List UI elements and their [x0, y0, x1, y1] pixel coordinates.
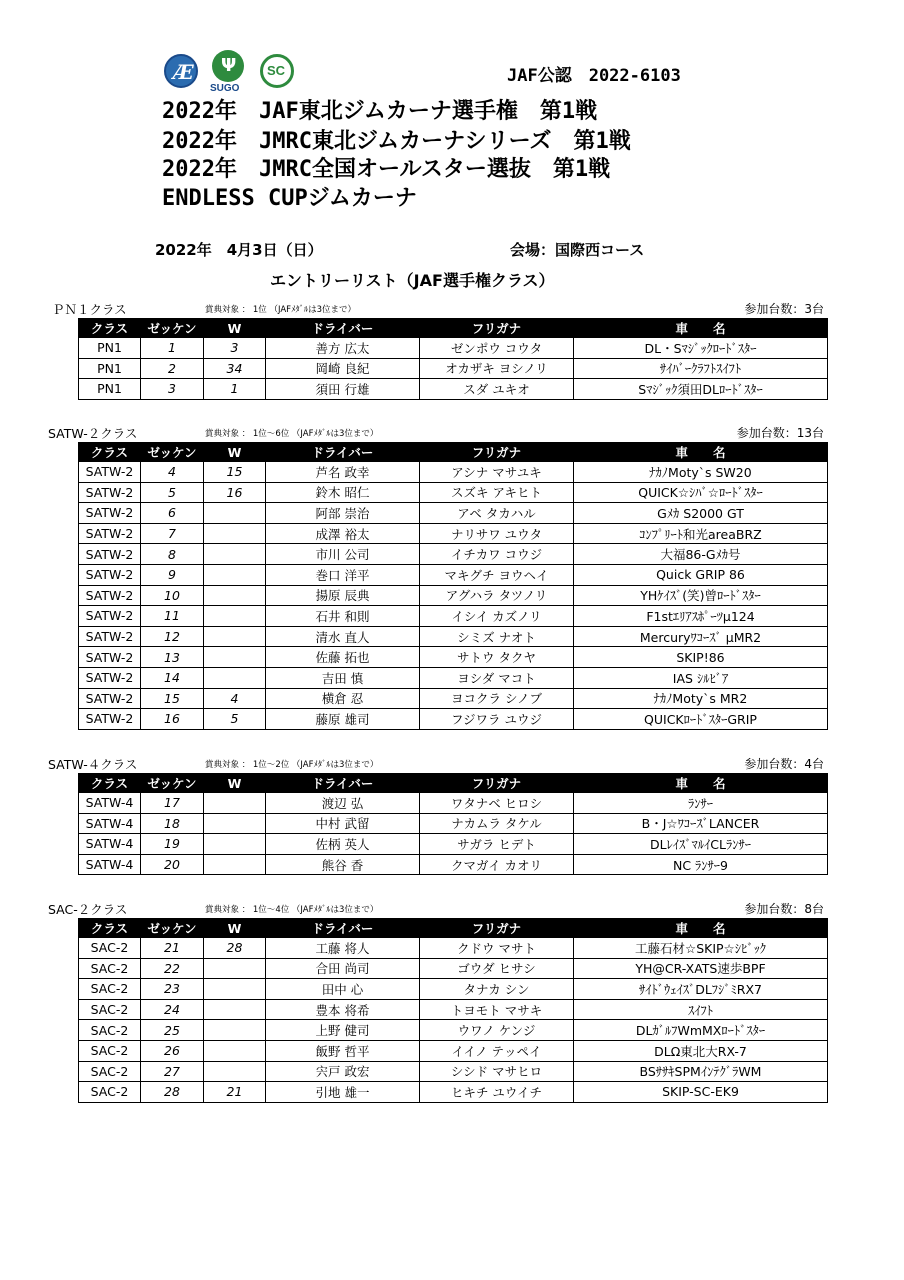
header-driver: ドライバー [266, 319, 420, 338]
cell-furigana: イシイ カズノリ [420, 606, 574, 627]
cell-furigana: アシナ マサユキ [420, 462, 574, 483]
cell-car: Mercuryﾜｺｰｽﾞ μMR2 [574, 626, 828, 647]
cell-class: SATW-2 [79, 482, 141, 503]
cell-furigana: アグハラ タツノリ [420, 585, 574, 606]
header-driver: ドライバー [266, 919, 420, 938]
table-row [79, 358, 828, 379]
cell-w [204, 999, 266, 1020]
table-row [79, 813, 828, 834]
cell-class: SAC-2 [79, 958, 141, 979]
cell-car: YH@CR-XATS速歩BPF [574, 958, 828, 979]
cell-furigana: ゼンポウ コウタ [420, 338, 574, 359]
cell-driver: 須田 行雄 [266, 379, 420, 400]
cell-class: SATW-2 [79, 544, 141, 565]
cell-car: 大福86-Gﾒｶ号 [574, 544, 828, 565]
cell-car: Quick GRIP 86 [574, 564, 828, 585]
cell-car: ﾗﾝｻｰ [574, 793, 828, 814]
cell-class: SATW-2 [79, 626, 141, 647]
cell-furigana: イチカワ コウジ [420, 544, 574, 565]
cell-class: SAC-2 [79, 1020, 141, 1041]
cell-number: 25 [141, 1020, 204, 1041]
cell-number: 3 [141, 379, 204, 400]
cell-car: DLﾚｲｽﾞﾏﾙｲCLﾗﾝｻｰ [574, 834, 828, 855]
table-row [79, 482, 828, 503]
cell-car: BSｻｻｷSPMｲﾝﾃｸﾞﾗWM [574, 1061, 828, 1082]
cell-number: 19 [141, 834, 204, 855]
cell-driver: 揚原 辰典 [266, 585, 420, 606]
header-driver: ドライバー [266, 774, 420, 793]
event-date: 2022年 4月3日（日） [155, 241, 323, 259]
cell-w [204, 1020, 266, 1041]
cell-w [204, 1040, 266, 1061]
cell-w [204, 979, 266, 1000]
cell-number: 21 [141, 938, 204, 959]
header-class: クラス [79, 919, 141, 938]
section-entry-count: 参加台数：3台 [744, 302, 824, 316]
table-row [79, 606, 828, 627]
cell-car: Sﾏｼﾞｯｸ須田DLﾛｰﾄﾞｽﾀｰ [574, 379, 828, 400]
cell-car: YHｹｲｽﾞ(笑)曾ﾛｰﾄﾞｽﾀｰ [574, 585, 828, 606]
cell-driver: 芦名 政幸 [266, 462, 420, 483]
cell-w [204, 523, 266, 544]
section-label: SATW-２クラス [48, 426, 138, 441]
section-label: ＰＮ１クラス [52, 302, 127, 317]
cell-furigana: スズキ アキヒト [420, 482, 574, 503]
cell-number: 2 [141, 358, 204, 379]
cell-driver: 豊本 将希 [266, 999, 420, 1020]
cell-car: NC ﾗﾝｻｰ9 [574, 854, 828, 875]
table-row [79, 793, 828, 814]
sugo-logo: Ψ [212, 50, 244, 82]
cell-class: SATW-2 [79, 647, 141, 668]
cell-number: 23 [141, 979, 204, 1000]
cell-driver: 渡辺 弘 [266, 793, 420, 814]
table-row [79, 338, 828, 359]
table-row [79, 1020, 828, 1041]
cell-w [204, 585, 266, 606]
cell-class: SAC-2 [79, 999, 141, 1020]
cell-car: 工藤石材☆SKIP☆ｼﾋﾞｯｸ [574, 938, 828, 959]
cell-driver: 中村 武留 [266, 813, 420, 834]
table-row [79, 462, 828, 483]
cell-driver: 藤原 雄司 [266, 709, 420, 730]
table-row [79, 688, 828, 709]
cell-number: 10 [141, 585, 204, 606]
header-number: ゼッケン [141, 443, 204, 462]
cell-driver: 善方 広太 [266, 338, 420, 359]
cell-w [204, 503, 266, 524]
cell-driver: 巻口 洋平 [266, 564, 420, 585]
event-title-2: 2022年 JMRC東北ジムカーナシリーズ 第1戦 [162, 129, 631, 154]
cell-class: SATW-2 [79, 503, 141, 524]
section-prize-note: 賞典対象 ： 1位～4位 （JAFﾒﾀﾞﾙは3位まで） [205, 905, 379, 915]
header-class: クラス [79, 443, 141, 462]
entry-table [78, 442, 828, 730]
cell-driver: 成澤 裕太 [266, 523, 420, 544]
table-row [79, 709, 828, 730]
cell-w [204, 834, 266, 855]
cell-car: B・J☆ﾜｺｰｽﾞLANCER [574, 813, 828, 834]
cell-car: QUICK☆ｼﾊﾞ☆ﾛｰﾄﾞｽﾀｰ [574, 482, 828, 503]
table-row [79, 667, 828, 688]
cell-driver: 岡崎 良紀 [266, 358, 420, 379]
cell-w: 28 [204, 938, 266, 959]
cell-number: 8 [141, 544, 204, 565]
cell-number: 18 [141, 813, 204, 834]
cell-number: 5 [141, 482, 204, 503]
cell-car: DL・Sﾏｼﾞｯｸﾛｰﾄﾞｽﾀｰ [574, 338, 828, 359]
cell-furigana: イイノ テッペイ [420, 1040, 574, 1061]
cell-car: ｻｲﾊﾞｰｸﾗﾌﾄｽｲﾌﾄ [574, 358, 828, 379]
cell-furigana: クマガイ カオリ [420, 854, 574, 875]
cell-number: 1 [141, 338, 204, 359]
table-row [79, 1040, 828, 1061]
cell-furigana: シシド マサヒロ [420, 1061, 574, 1082]
cell-w [204, 793, 266, 814]
cell-class: SATW-4 [79, 854, 141, 875]
cell-driver: 熊谷 香 [266, 854, 420, 875]
cell-driver: 阿部 崇治 [266, 503, 420, 524]
cell-furigana: マキグチ ヨウヘイ [420, 564, 574, 585]
cell-number: 16 [141, 709, 204, 730]
cell-driver: 鈴木 昭仁 [266, 482, 420, 503]
cell-w: 34 [204, 358, 266, 379]
table-row [79, 834, 828, 855]
cell-w [204, 606, 266, 627]
table-header-row [79, 443, 828, 462]
cell-class: SATW-2 [79, 585, 141, 606]
event-title-3: 2022年 JMRC全国オールスター選抜 第1戦 [162, 157, 611, 182]
entry-table [78, 318, 828, 400]
cell-furigana: ナリサワ ユウタ [420, 523, 574, 544]
cell-driver: 吉田 慎 [266, 667, 420, 688]
header-furigana: フリガナ [420, 443, 574, 462]
jaf-logo: Æ [164, 54, 198, 88]
cell-number: 14 [141, 667, 204, 688]
cell-driver: 佐藤 拓也 [266, 647, 420, 668]
section-prize-note: 賞典対象 ： 1位～6位 （JAFﾒﾀﾞﾙは3位まで） [205, 429, 379, 439]
cell-furigana: ゴウダ ヒサシ [420, 958, 574, 979]
cell-w [204, 647, 266, 668]
cell-furigana: ワタナベ ヒロシ [420, 793, 574, 814]
cell-class: SAC-2 [79, 979, 141, 1000]
entry-table [78, 918, 828, 1103]
header-w: W [204, 919, 266, 938]
cell-number: 26 [141, 1040, 204, 1061]
cell-w: 1 [204, 379, 266, 400]
header-driver: ドライバー [266, 443, 420, 462]
cell-w [204, 1061, 266, 1082]
cell-car: ｽｲﾌﾄ [574, 999, 828, 1020]
document-subtitle: エントリーリスト（JAF選手権クラス） [270, 271, 555, 290]
table-row [79, 999, 828, 1020]
table-row [79, 523, 828, 544]
table-row [79, 1082, 828, 1103]
cell-furigana: サトウ タクヤ [420, 647, 574, 668]
cell-w [204, 854, 266, 875]
cell-w: 21 [204, 1082, 266, 1103]
cell-car: F1stｴﾘｱｽﾎﾟｰﾂμ124 [574, 606, 828, 627]
header-car: 車 名 [574, 774, 828, 793]
cell-class: PN1 [79, 379, 141, 400]
cell-driver: 佐柄 英人 [266, 834, 420, 855]
section-label: SATW-４クラス [48, 757, 138, 772]
section-prize-note: 賞典対象 ： 1位～2位 （JAFﾒﾀﾞﾙは3位まで） [205, 760, 379, 770]
cell-class: SAC-2 [79, 1061, 141, 1082]
cell-driver: 清水 直人 [266, 626, 420, 647]
cell-car: ﾅｶﾉMoty`s MR2 [574, 688, 828, 709]
cell-number: 6 [141, 503, 204, 524]
cell-car: ｻｲﾄﾞｳｪｲｽﾞDLﾌｼﾞﾐRX7 [574, 979, 828, 1000]
cell-driver: 横倉 忍 [266, 688, 420, 709]
header-number: ゼッケン [141, 774, 204, 793]
cell-number: 20 [141, 854, 204, 875]
cell-car: SKIP!86 [574, 647, 828, 668]
cell-class: SATW-4 [79, 793, 141, 814]
cell-car: ﾅｶﾉMoty`s SW20 [574, 462, 828, 483]
cell-class: SATW-2 [79, 462, 141, 483]
section-entry-count: 参加台数：4台 [744, 757, 824, 771]
event-venue: 会場：国際西コース [510, 241, 645, 259]
table-row [79, 979, 828, 1000]
header-car: 車 名 [574, 319, 828, 338]
cell-driver: 田中 心 [266, 979, 420, 1000]
cell-number: 12 [141, 626, 204, 647]
cell-class: SAC-2 [79, 1082, 141, 1103]
cell-car: DLｶﾞﾙﾌWmMXﾛｰﾄﾞｽﾀｰ [574, 1020, 828, 1041]
table-row [79, 647, 828, 668]
jaf-approval-number: JAF公認 2022-6103 [507, 66, 681, 86]
cell-furigana: ヨシダ マコト [420, 667, 574, 688]
cell-number: 11 [141, 606, 204, 627]
header-car: 車 名 [574, 919, 828, 938]
cell-furigana: シミズ ナオト [420, 626, 574, 647]
cell-number: 24 [141, 999, 204, 1020]
cell-furigana: フジワラ ユウジ [420, 709, 574, 730]
cell-furigana: サガラ ヒデト [420, 834, 574, 855]
cell-car: QUICKﾛｰﾄﾞｽﾀｰGRIP [574, 709, 828, 730]
table-row [79, 564, 828, 585]
cell-class: SATW-2 [79, 709, 141, 730]
table-header-row [79, 919, 828, 938]
cell-class: SAC-2 [79, 1040, 141, 1061]
table-header-row [79, 774, 828, 793]
header-w: W [204, 443, 266, 462]
cell-w [204, 626, 266, 647]
cell-furigana: ヒキチ ユウイチ [420, 1082, 574, 1103]
section-prize-note: 賞典対象 ： 1位 （JAFﾒﾀﾞﾙは3位まで） [205, 305, 356, 315]
header-furigana: フリガナ [420, 774, 574, 793]
table-row [79, 626, 828, 647]
header-w: W [204, 774, 266, 793]
cell-furigana: スダ ユキオ [420, 379, 574, 400]
cell-driver: 宍戸 政宏 [266, 1061, 420, 1082]
cell-driver: 石井 和則 [266, 606, 420, 627]
cell-car: DLΩ東北大RX-7 [574, 1040, 828, 1061]
sc-logo: SC [260, 54, 294, 88]
cell-furigana: クドウ マサト [420, 938, 574, 959]
table-row [79, 503, 828, 524]
cell-number: 17 [141, 793, 204, 814]
cell-furigana: ナカムラ タケル [420, 813, 574, 834]
cell-w: 15 [204, 462, 266, 483]
header-class: クラス [79, 774, 141, 793]
cell-class: SATW-4 [79, 834, 141, 855]
table-row [79, 379, 828, 400]
table-row [79, 585, 828, 606]
cell-number: 15 [141, 688, 204, 709]
cell-driver: 上野 健司 [266, 1020, 420, 1041]
cell-w [204, 813, 266, 834]
cell-number: 7 [141, 523, 204, 544]
cell-w [204, 958, 266, 979]
table-row [79, 544, 828, 565]
section-entry-count: 参加台数：8台 [744, 902, 824, 916]
cell-w [204, 544, 266, 565]
cell-w [204, 667, 266, 688]
entry-table [78, 773, 828, 875]
cell-driver: 飯野 哲平 [266, 1040, 420, 1061]
cell-class: SATW-2 [79, 523, 141, 544]
cell-car: Gﾒｶ S2000 GT [574, 503, 828, 524]
cell-furigana: タナカ シン [420, 979, 574, 1000]
cell-w: 16 [204, 482, 266, 503]
header-furigana: フリガナ [420, 319, 574, 338]
header-number: ゼッケン [141, 919, 204, 938]
header-w: W [204, 319, 266, 338]
cell-car: IAS ｼﾙﾋﾞｱ [574, 667, 828, 688]
header-car: 車 名 [574, 443, 828, 462]
cell-car: ｺﾝﾌﾟﾘｰﾄ和光areaBRZ [574, 523, 828, 544]
cell-furigana: ウワノ ケンジ [420, 1020, 574, 1041]
event-title-4: ENDLESS CUPジムカーナ [162, 186, 417, 211]
cell-class: SATW-2 [79, 667, 141, 688]
cell-driver: 引地 雄一 [266, 1082, 420, 1103]
event-title-1: 2022年 JAF東北ジムカーナ選手権 第1戦 [162, 99, 598, 124]
cell-driver: 市川 公司 [266, 544, 420, 565]
cell-furigana: トヨモト マサキ [420, 999, 574, 1020]
cell-number: 22 [141, 958, 204, 979]
sugo-logo-text: SUGO [210, 83, 240, 94]
cell-class: PN1 [79, 358, 141, 379]
cell-w: 5 [204, 709, 266, 730]
cell-class: SATW-2 [79, 606, 141, 627]
cell-number: 28 [141, 1082, 204, 1103]
header-furigana: フリガナ [420, 919, 574, 938]
section-entry-count: 参加台数：13台 [736, 426, 824, 440]
cell-class: SATW-4 [79, 813, 141, 834]
cell-w: 3 [204, 338, 266, 359]
cell-number: 9 [141, 564, 204, 585]
section-label: SAC-２クラス [48, 902, 128, 917]
cell-furigana: オカザキ ヨシノリ [420, 358, 574, 379]
cell-number: 27 [141, 1061, 204, 1082]
cell-furigana: アベ タカハル [420, 503, 574, 524]
cell-w [204, 564, 266, 585]
table-row [79, 958, 828, 979]
cell-class: PN1 [79, 338, 141, 359]
cell-number: 4 [141, 462, 204, 483]
cell-driver: 工藤 将人 [266, 938, 420, 959]
table-row [79, 1061, 828, 1082]
cell-furigana: ヨコクラ シノブ [420, 688, 574, 709]
cell-class: SATW-2 [79, 688, 141, 709]
table-header-row [79, 319, 828, 338]
cell-number: 13 [141, 647, 204, 668]
cell-class: SATW-2 [79, 564, 141, 585]
table-row [79, 938, 828, 959]
cell-w: 4 [204, 688, 266, 709]
header-class: クラス [79, 319, 141, 338]
header-number: ゼッケン [141, 319, 204, 338]
table-row [79, 854, 828, 875]
cell-class: SAC-2 [79, 938, 141, 959]
cell-car: SKIP-SC-EK9 [574, 1082, 828, 1103]
cell-driver: 合田 尚司 [266, 958, 420, 979]
